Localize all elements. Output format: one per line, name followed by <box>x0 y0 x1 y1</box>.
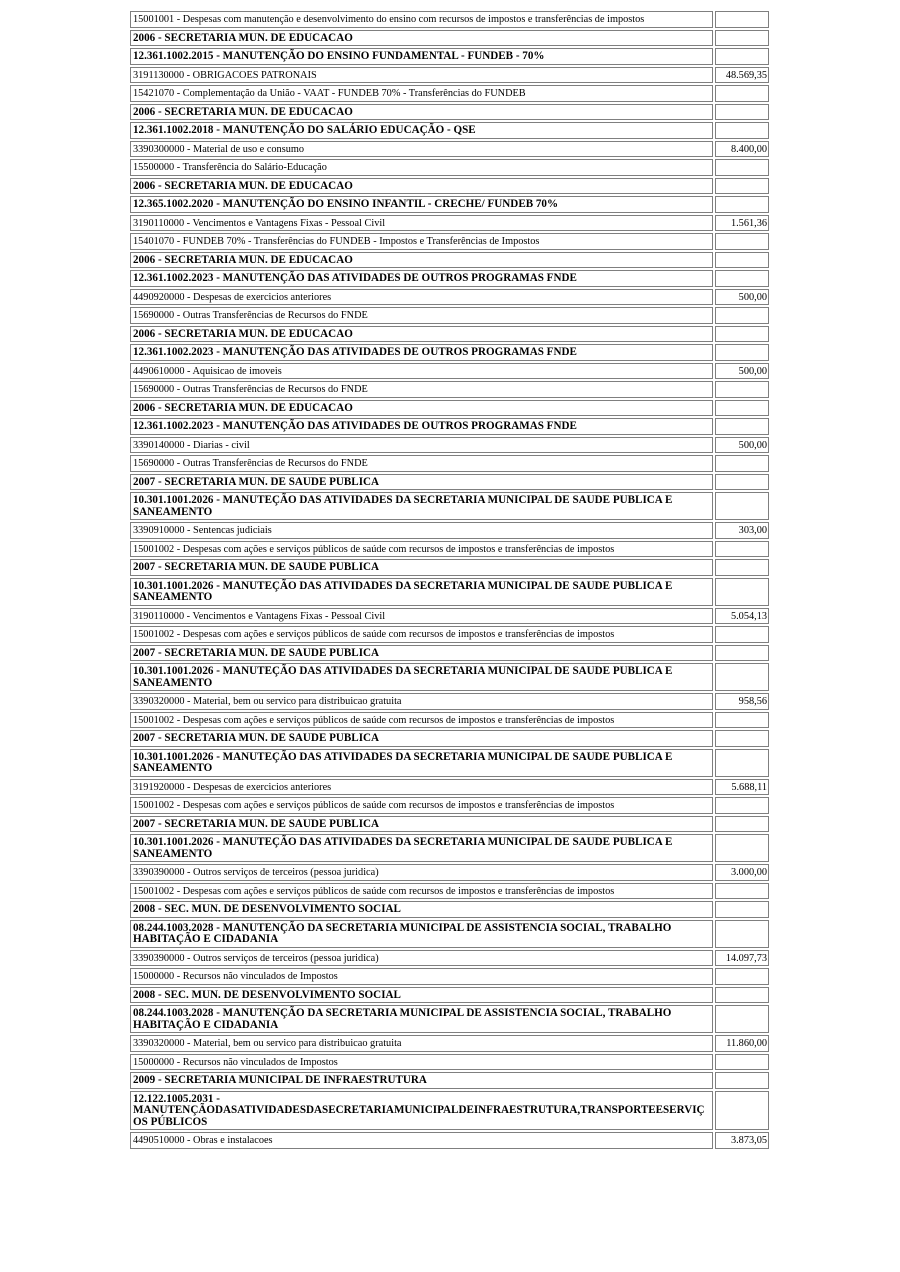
row-description: 2006 - SECRETARIA MUN. DE EDUCACAO <box>130 178 713 195</box>
table-row <box>130 418 770 435</box>
row-description: 2006 - SECRETARIA MUN. DE EDUCACAO <box>130 30 713 47</box>
table-row <box>130 663 770 691</box>
row-description: 15001002 - Despesas com ações e serviços públicos de saúde com recursos de impostos e transferências de impostos <box>130 541 713 558</box>
row-description: 12.361.1002.2018 - MANUTENÇÃO DO SALÁRIO EDUCAÇÃO - QSE <box>130 122 713 139</box>
row-value <box>715 159 769 176</box>
row-description: 15690000 - Outras Transferências de Recursos do FNDE <box>130 381 713 398</box>
table-row <box>130 233 770 250</box>
table-row <box>130 437 770 454</box>
row-description: 3190110000 - Vencimentos e Vantagens Fixas - Pessoal Civil <box>130 608 713 625</box>
table-row <box>130 474 770 491</box>
row-value <box>715 85 769 102</box>
row-value <box>715 797 769 814</box>
row-description: 3390140000 - Diarias - civil <box>130 437 713 454</box>
row-description: 2006 - SECRETARIA MUN. DE EDUCACAO <box>130 326 713 343</box>
row-value <box>715 1005 769 1033</box>
table-row <box>130 712 770 729</box>
row-value <box>715 816 769 833</box>
row-description: 12.361.1002.2023 - MANUTENÇÃO DAS ATIVIDADES DE OUTROS PROGRAMAS FNDE <box>130 344 713 361</box>
row-description: 2006 - SECRETARIA MUN. DE EDUCACAO <box>130 400 713 417</box>
row-value <box>715 11 769 28</box>
table-row <box>130 1005 770 1033</box>
row-description: 15001002 - Despesas com ações e serviços públicos de saúde com recursos de impostos e transferências de impostos <box>130 883 713 900</box>
row-value: 11.860,00 <box>715 1035 769 1052</box>
row-value <box>715 987 769 1004</box>
row-description: 3390320000 - Material, bem ou servico para distribuicao gratuita <box>130 1035 713 1052</box>
row-value <box>715 474 769 491</box>
row-value <box>715 834 769 862</box>
row-description: 15001002 - Despesas com ações e serviços públicos de saúde com recursos de impostos e transferências de impostos <box>130 626 713 643</box>
table-row <box>130 492 770 520</box>
row-description: 15001002 - Despesas com ações e serviços públicos de saúde com recursos de impostos e transferências de impostos <box>130 712 713 729</box>
table-row <box>130 797 770 814</box>
row-description: 12.361.1002.2015 - MANUTENÇÃO DO ENSINO FUNDAMENTAL - FUNDEB - 70% <box>130 48 713 65</box>
table-row <box>130 987 770 1004</box>
row-value: 5.054,13 <box>715 608 769 625</box>
row-value <box>715 104 769 121</box>
table-row <box>130 779 770 796</box>
row-value <box>715 1054 769 1071</box>
row-value <box>715 730 769 747</box>
row-description: 2007 - SECRETARIA MUN. DE SAUDE PUBLICA <box>130 816 713 833</box>
row-value <box>715 749 769 777</box>
row-value: 1.561,36 <box>715 215 769 232</box>
row-value <box>715 883 769 900</box>
table-row <box>130 693 770 710</box>
table-row <box>130 834 770 862</box>
row-value <box>715 920 769 948</box>
table-row <box>130 730 770 747</box>
table-row <box>130 400 770 417</box>
row-description: 12.365.1002.2020 - MANUTENÇÃO DO ENSINO INFANTIL - CRECHE/ FUNDEB 70% <box>130 196 713 213</box>
table-row <box>130 645 770 662</box>
table-row <box>130 541 770 558</box>
row-description: 15690000 - Outras Transferências de Recursos do FNDE <box>130 307 713 324</box>
table-row <box>130 196 770 213</box>
row-value <box>715 30 769 47</box>
row-description: 2006 - SECRETARIA MUN. DE EDUCACAO <box>130 252 713 269</box>
row-description: 12.361.1002.2023 - MANUTENÇÃO DAS ATIVIDADES DE OUTROS PROGRAMAS FNDE <box>130 270 713 287</box>
row-value <box>715 901 769 918</box>
row-value <box>715 578 769 606</box>
row-description: 10.301.1001.2026 - MANUTEÇÃO DAS ATIVIDADES DA SECRETARIA MUNICIPAL DE SAUDE PUBLICA E SANEAMENTO <box>130 492 713 520</box>
row-value <box>715 178 769 195</box>
table-row <box>130 141 770 158</box>
row-description: 15000000 - Recursos não vinculados de Impostos <box>130 968 713 985</box>
table-row <box>130 626 770 643</box>
row-description: 15690000 - Outras Transferências de Recursos do FNDE <box>130 455 713 472</box>
row-value: 14.097,73 <box>715 950 769 967</box>
row-description: 2007 - SECRETARIA MUN. DE SAUDE PUBLICA <box>130 474 713 491</box>
row-value <box>715 663 769 691</box>
row-description: 3190110000 - Vencimentos e Vantagens Fixas - Pessoal Civil <box>130 215 713 232</box>
row-value <box>715 712 769 729</box>
row-value <box>715 1072 769 1089</box>
row-value <box>715 455 769 472</box>
row-description: 15500000 - Transferência do Salário-Educação <box>130 159 713 176</box>
row-description: 3390390000 - Outros serviços de terceiros (pessoa juridica) <box>130 864 713 881</box>
table-row <box>130 1072 770 1089</box>
table-row <box>130 608 770 625</box>
table-row <box>130 178 770 195</box>
table-row <box>130 950 770 967</box>
row-description: 15001001 - Despesas com manutenção e desenvolvimento do ensino com recursos de impostos e transferências de impostos <box>130 11 713 28</box>
row-description: 3191920000 - Despesas de exercicios anteriores <box>130 779 713 796</box>
row-value: 303,00 <box>715 522 769 539</box>
row-value <box>715 400 769 417</box>
table-row <box>130 307 770 324</box>
table-row <box>130 252 770 269</box>
row-description: 4490610000 - Aquisicao de imoveis <box>130 363 713 380</box>
table-row <box>130 1035 770 1052</box>
row-description: 10.301.1001.2026 - MANUTEÇÃO DAS ATIVIDADES DA SECRETARIA MUNICIPAL DE SAUDE PUBLICA E SANEAMENTO <box>130 663 713 691</box>
row-value <box>715 48 769 65</box>
row-value <box>715 122 769 139</box>
row-description: 12.122.1005.2031 - MANUTENÇÃODASATIVIDADESDASECRETARIAMUNICIPALDEINFRAESTRUTURA,TRANSPORTEESERVIÇOS PÚBLICOS <box>130 1091 713 1131</box>
table-row <box>130 749 770 777</box>
table-row <box>130 363 770 380</box>
table-row <box>130 578 770 606</box>
row-description: 2006 - SECRETARIA MUN. DE EDUCACAO <box>130 104 713 121</box>
table-row <box>130 522 770 539</box>
row-description: 4490920000 - Despesas de exercicios anteriores <box>130 289 713 306</box>
row-value <box>715 418 769 435</box>
row-value: 3.873,05 <box>715 1132 769 1149</box>
row-description: 3390910000 - Sentencas judiciais <box>130 522 713 539</box>
row-value: 3.000,00 <box>715 864 769 881</box>
budget-table <box>130 11 770 1151</box>
table-row <box>130 816 770 833</box>
row-description: 3191130000 - OBRIGACOES PATRONAIS <box>130 67 713 84</box>
row-description: 3390390000 - Outros serviços de terceiros (pessoa juridica) <box>130 950 713 967</box>
table-row <box>130 104 770 121</box>
table-row <box>130 883 770 900</box>
row-value: 8.400,00 <box>715 141 769 158</box>
row-value: 5.688,11 <box>715 779 769 796</box>
row-description: 15421070 - Complementação da União - VAAT - FUNDEB 70% - Transferências do FUNDEB <box>130 85 713 102</box>
row-value <box>715 196 769 213</box>
row-description: 3390320000 - Material, bem ou servico para distribuicao gratuita <box>130 693 713 710</box>
row-value <box>715 381 769 398</box>
table-row <box>130 455 770 472</box>
row-value <box>715 252 769 269</box>
row-description: 15000000 - Recursos não vinculados de Impostos <box>130 1054 713 1071</box>
row-value: 48.569,35 <box>715 67 769 84</box>
row-value <box>715 326 769 343</box>
row-value <box>715 968 769 985</box>
row-value <box>715 307 769 324</box>
table-row <box>130 864 770 881</box>
row-description: 2007 - SECRETARIA MUN. DE SAUDE PUBLICA <box>130 645 713 662</box>
row-value: 500,00 <box>715 363 769 380</box>
row-value <box>715 344 769 361</box>
row-value <box>715 541 769 558</box>
row-value: 958,56 <box>715 693 769 710</box>
table-row <box>130 344 770 361</box>
table-row <box>130 270 770 287</box>
table-row <box>130 559 770 576</box>
row-description: 12.361.1002.2023 - MANUTENÇÃO DAS ATIVIDADES DE OUTROS PROGRAMAS FNDE <box>130 418 713 435</box>
row-value: 500,00 <box>715 289 769 306</box>
table-row <box>130 215 770 232</box>
table-row <box>130 1091 770 1131</box>
row-value <box>715 626 769 643</box>
table-row <box>130 85 770 102</box>
row-description: 2008 - SEC. MUN. DE DESENVOLVIMENTO SOCIAL <box>130 901 713 918</box>
table-row <box>130 1054 770 1071</box>
table-row <box>130 11 770 28</box>
row-description: 2008 - SEC. MUN. DE DESENVOLVIMENTO SOCIAL <box>130 987 713 1004</box>
row-description: 15001002 - Despesas com ações e serviços públicos de saúde com recursos de impostos e transferências de impostos <box>130 797 713 814</box>
table-row <box>130 901 770 918</box>
row-value <box>715 492 769 520</box>
row-value: 500,00 <box>715 437 769 454</box>
row-description: 15401070 - FUNDEB 70% - Transferências do FUNDEB - Impostos e Transferências de Impostos <box>130 233 713 250</box>
row-description: 3390300000 - Material de uso e consumo <box>130 141 713 158</box>
table-row <box>130 67 770 84</box>
row-description: 4490510000 - Obras e instalacoes <box>130 1132 713 1149</box>
row-value <box>715 233 769 250</box>
row-description: 10.301.1001.2026 - MANUTEÇÃO DAS ATIVIDADES DA SECRETARIA MUNICIPAL DE SAUDE PUBLICA E SANEAMENTO <box>130 578 713 606</box>
row-description: 2007 - SECRETARIA MUN. DE SAUDE PUBLICA <box>130 730 713 747</box>
row-description: 08.244.1003.2028 - MANUTENÇÃO DA SECRETARIA MUNICIPAL DE ASSISTENCIA SOCIAL, TRABALHO HABITAÇÃO E CIDADANIA <box>130 920 713 948</box>
row-value <box>715 1091 769 1131</box>
row-description: 2007 - SECRETARIA MUN. DE SAUDE PUBLICA <box>130 559 713 576</box>
table-row <box>130 122 770 139</box>
row-description: 10.301.1001.2026 - MANUTEÇÃO DAS ATIVIDADES DA SECRETARIA MUNICIPAL DE SAUDE PUBLICA E SANEAMENTO <box>130 834 713 862</box>
table-row <box>130 289 770 306</box>
table-row <box>130 48 770 65</box>
table-row <box>130 326 770 343</box>
row-value <box>715 270 769 287</box>
table-row <box>130 30 770 47</box>
row-description: 10.301.1001.2026 - MANUTEÇÃO DAS ATIVIDADES DA SECRETARIA MUNICIPAL DE SAUDE PUBLICA E SANEAMENTO <box>130 749 713 777</box>
table-row <box>130 381 770 398</box>
row-description: 08.244.1003.2028 - MANUTENÇÃO DA SECRETARIA MUNICIPAL DE ASSISTENCIA SOCIAL, TRABALHO HABITAÇÃO E CIDADANIA <box>130 1005 713 1033</box>
row-value <box>715 559 769 576</box>
table-row <box>130 1132 770 1149</box>
table-row <box>130 159 770 176</box>
table-row <box>130 920 770 948</box>
table-row <box>130 968 770 985</box>
row-value <box>715 645 769 662</box>
row-description: 2009 - SECRETARIA MUNICIPAL DE INFRAESTRUTURA <box>130 1072 713 1089</box>
